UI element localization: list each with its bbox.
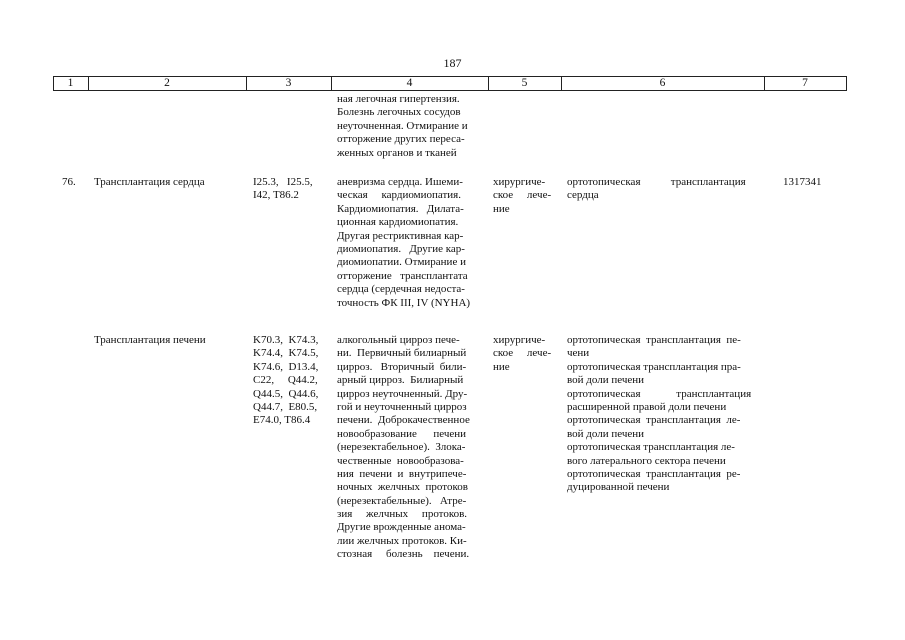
text-line: K70.3, K74.3, bbox=[253, 334, 319, 346]
text-line: I25.3, I25.5, bbox=[253, 176, 313, 188]
text-line: ортотопическая трансплантация ре- bbox=[567, 467, 741, 480]
text-line: ортотопическая трансплантация bbox=[567, 387, 752, 400]
text-line: дуцированной печени bbox=[567, 481, 670, 494]
diagnosis-text bbox=[337, 334, 480, 562]
text-line: лии желчных протоков. Ки- bbox=[337, 534, 467, 547]
text-line: ортотопическая трансплантация пра- bbox=[567, 360, 741, 373]
text-line: арный цирроз. Билиарный bbox=[337, 374, 464, 387]
text-line: цирроз. Вторичный били- bbox=[337, 360, 467, 373]
text-line: Другие врожденные анома- bbox=[337, 521, 466, 534]
text-line: зия желчных протоков. bbox=[337, 508, 468, 521]
text-line: I42, T86.2 bbox=[253, 189, 299, 202]
text-line: Q44.5, Q44.6, bbox=[253, 387, 319, 400]
header-bottom-rule bbox=[53, 90, 846, 91]
treatment-method bbox=[567, 334, 759, 495]
continuation-diagnosis bbox=[337, 93, 480, 160]
text-line: новообразование печени bbox=[337, 427, 467, 440]
text-line: вого латерального сектора печени bbox=[567, 454, 726, 467]
text-line: K74.4, K74.5, bbox=[253, 347, 319, 360]
text-line: печени. Доброкачественное bbox=[337, 414, 470, 427]
procedure-name: Трансплантация сердца bbox=[94, 176, 205, 188]
text-line: ческая кардиомиопатия. bbox=[337, 189, 461, 202]
text-line: вой доли печени bbox=[567, 427, 645, 440]
text-line: C22, Q44.2, bbox=[253, 374, 318, 387]
cost-value: 1317341 bbox=[783, 176, 822, 188]
text-line: ортотопическая трансплантация пе- bbox=[567, 334, 741, 346]
treatment-type bbox=[493, 176, 557, 216]
treatment-method bbox=[567, 176, 759, 203]
procedure-name: Трансплантация печени bbox=[94, 334, 206, 346]
icd-codes bbox=[253, 334, 325, 428]
text-line: сердца bbox=[567, 189, 599, 202]
text-line: E74.0, T86.4 bbox=[253, 414, 311, 427]
diagnosis-text bbox=[337, 176, 480, 310]
text-line: Q44.7, E80.5, bbox=[253, 400, 318, 413]
text-line: чени bbox=[567, 347, 590, 360]
text-line: вой доли печени bbox=[567, 374, 645, 387]
text-line: Кардиомиопатия. Дилата- bbox=[337, 202, 464, 215]
text-line: ния печени и внутрипече- bbox=[337, 467, 467, 480]
text-line: ни. Первичный билиарный bbox=[337, 347, 467, 360]
text-line: диомиопатия. Другие кар- bbox=[337, 242, 465, 255]
header-col-7: 7 bbox=[802, 77, 808, 89]
header-col-3: 3 bbox=[285, 77, 292, 89]
text-line: K74.6, D13.4, bbox=[253, 360, 319, 373]
text-line: ние bbox=[493, 202, 510, 215]
text-line: гой и неуточненный цирроз bbox=[337, 400, 467, 413]
text-line: ортотопическая трансплантация ле- bbox=[567, 441, 735, 454]
page-number: 187 bbox=[443, 56, 462, 70]
text-line: Другая рестриктивная кар- bbox=[337, 229, 464, 242]
header-col-4: 4 bbox=[406, 77, 413, 89]
treatment-type bbox=[493, 334, 557, 374]
text-line: отторжение других переса- bbox=[337, 133, 465, 146]
text-line: сердца (сердечная недоста- bbox=[337, 283, 465, 296]
text-line: чественные новообразова- bbox=[337, 454, 464, 467]
icd-codes bbox=[253, 176, 325, 203]
col-divider bbox=[846, 76, 847, 91]
text-line: ское лече- bbox=[493, 189, 552, 202]
text-line: алкогольный цирроз пече- bbox=[337, 334, 460, 346]
text-line: цирроз неуточненный. Дру- bbox=[337, 387, 468, 400]
row-number: 76. bbox=[62, 176, 76, 188]
text-line: стозная болезнь печени. bbox=[337, 548, 470, 561]
text-line: (нерезектабельное). Злока- bbox=[337, 441, 466, 454]
text-line: ние bbox=[493, 360, 510, 373]
text-line: ная легочная гипертензия. bbox=[337, 93, 460, 105]
text-line: хирургиче- bbox=[493, 334, 546, 346]
text-line: ское лече- bbox=[493, 347, 552, 360]
header-col-5: 5 bbox=[521, 77, 528, 89]
text-line: ортотопическая трансплантация bbox=[567, 176, 746, 188]
text-line: женных органов и тканей bbox=[337, 146, 457, 159]
text-line: (нерезектабельные). Атре- bbox=[337, 494, 467, 507]
header-col-6: 6 bbox=[659, 77, 666, 89]
text-line: ночных желчных протоков bbox=[337, 481, 468, 494]
text-line: расширенной правой доли печени bbox=[567, 400, 727, 413]
text-line: хирургиче- bbox=[493, 176, 546, 188]
text-line: отторжение трансплантата bbox=[337, 269, 468, 282]
text-line: ционная кардиомиопатия. bbox=[337, 216, 459, 229]
text-line: точность ФК III, IV (NYHA) bbox=[337, 296, 471, 309]
header-col-2: 2 bbox=[164, 77, 170, 89]
text-line: неуточненная. Отмирание и bbox=[337, 119, 468, 132]
text-line: диомиопатии. Отмирание и bbox=[337, 256, 466, 269]
text-line: аневризма сердца. Ишеми- bbox=[337, 176, 463, 188]
text-line: Болезнь легочных сосудов bbox=[337, 106, 461, 119]
header-col-1: 1 bbox=[67, 77, 74, 89]
text-line: ортотопическая трансплантация ле- bbox=[567, 414, 741, 427]
